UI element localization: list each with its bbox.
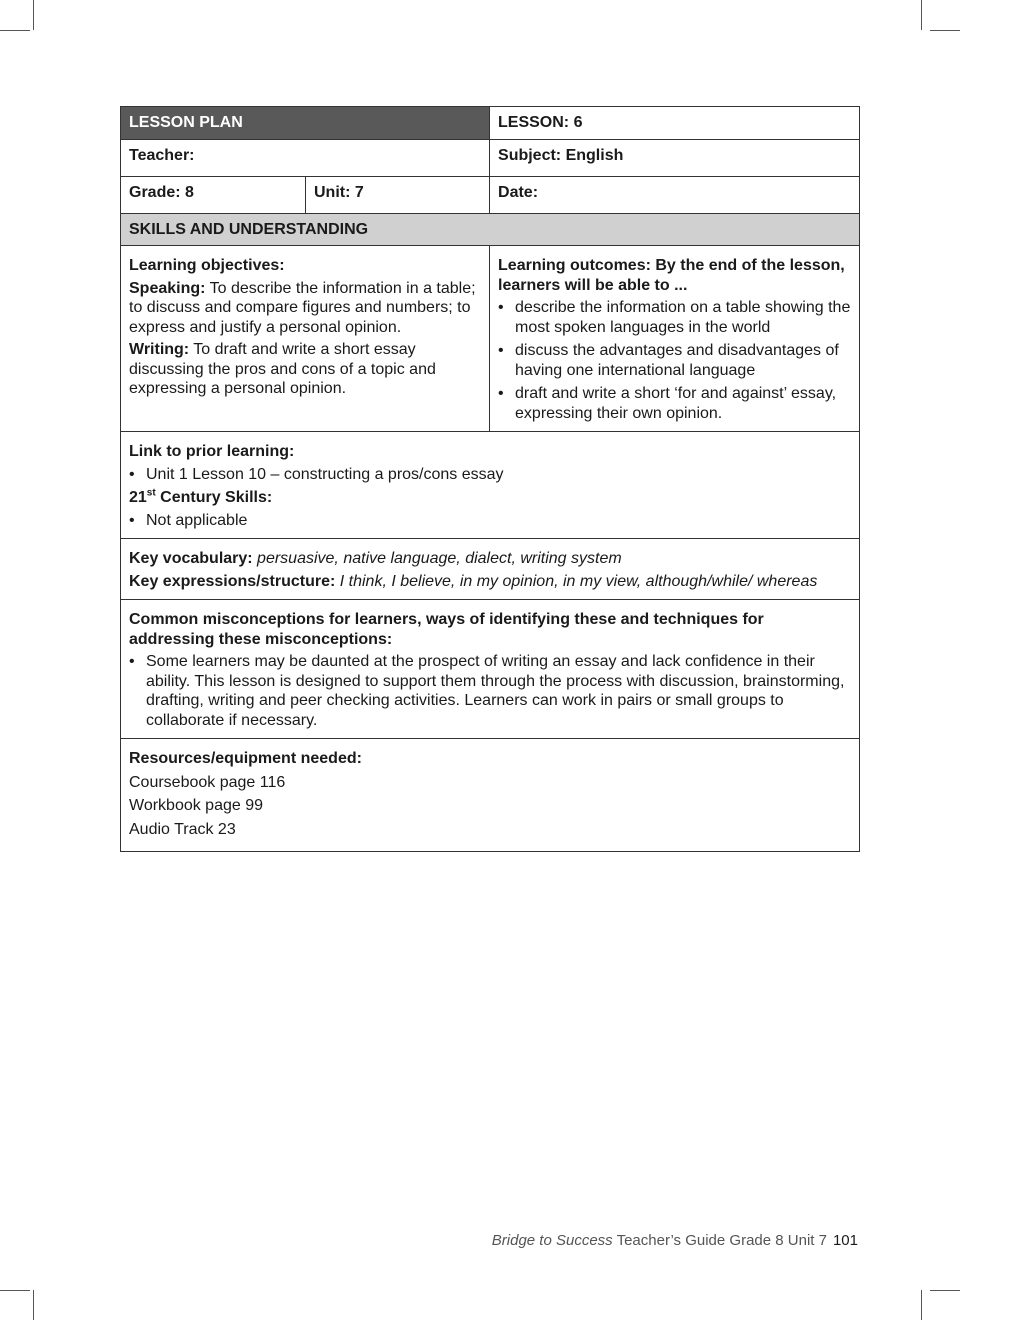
writing-text: To draft and write a short essay discussing the pros and cons of a topic and expressing a personal opinion.	[129, 341, 436, 397]
crop-mark	[930, 1290, 960, 1291]
speaking-label: Speaking:	[129, 279, 206, 297]
misconceptions-list	[129, 652, 851, 730]
key-vocabulary	[129, 549, 851, 569]
page-footer	[492, 1232, 858, 1249]
resource-item: Audio Track 23	[129, 820, 236, 838]
outcomes-heading: Learning outcomes: By the end of the lesson, learners will be able to ...	[498, 257, 845, 294]
key-expressions	[129, 572, 851, 592]
expressions-text: I think, I believe, in my opinion, in my view, although/while/ whereas	[335, 572, 818, 590]
objectives-heading: Learning objectives:	[129, 257, 285, 274]
crop-mark	[930, 30, 960, 31]
footer-book-title: Bridge to Success	[491, 1232, 613, 1249]
page-number: 101	[832, 1232, 858, 1249]
prior-learning-list	[129, 465, 851, 485]
outcomes-list	[498, 298, 851, 423]
resources-cell	[121, 739, 860, 852]
teacher-field: Teacher:	[121, 139, 490, 176]
list-item: • Some learners may be daunted at the prospect of writing an essay and lack confidence in their ability. This lesson is designed to support them through the process with discussion, brainstorming, drafting, writing and peer checking activities. Learners can work in pairs or small groups to collaborate if necessary.	[129, 652, 851, 730]
date-field: Date:	[490, 176, 860, 213]
unit-field: Unit: 7	[306, 176, 490, 213]
crop-mark	[33, 0, 34, 30]
crop-mark	[0, 1290, 30, 1291]
grade-field: Grade: 8	[121, 176, 306, 213]
century-skills-heading	[129, 488, 851, 508]
misconceptions-heading: Common misconceptions for learners, ways of identifying these and techniques for addressing these misconceptions:	[129, 611, 764, 648]
vocabulary-text: persuasive, native language, dialect, writing system	[252, 550, 622, 567]
crop-mark	[33, 1290, 34, 1320]
expressions-label: Key expressions/structure:	[129, 572, 336, 590]
vocabulary-cell	[121, 539, 860, 600]
footer-guide-text: Teacher’s Guide Grade 8 Unit 7	[612, 1232, 827, 1249]
crop-mark	[0, 30, 30, 31]
speaking-text: To describe the information in a table; to discuss and compare figures and numbers; to express and justify a personal opinion.	[129, 279, 476, 336]
resource-item: Workbook page 99	[129, 797, 264, 814]
list-item: • draft and write a short ‘for and against’ essay, expressing their own opinion.	[498, 384, 851, 423]
century-superscript: st	[146, 487, 156, 499]
list-item: • Not applicable	[129, 511, 851, 531]
century-number: 21	[129, 489, 147, 506]
misconceptions-cell	[121, 600, 860, 739]
writing-objective	[129, 340, 481, 399]
lesson-number: LESSON: 6	[490, 107, 860, 140]
crop-mark	[921, 1290, 922, 1320]
lesson-plan-table	[120, 106, 860, 852]
century-label: Century Skills:	[155, 489, 273, 506]
writing-label: Writing:	[129, 341, 190, 358]
crop-mark	[921, 0, 922, 30]
learning-objectives-cell	[121, 246, 490, 432]
list-item: • describe the information on a table showing the most spoken languages in the world	[498, 298, 851, 337]
vocabulary-label: Key vocabulary:	[129, 550, 253, 567]
subject-field: Subject: English	[490, 139, 860, 176]
section-header-skills: SKILLS AND UNDERSTANDING	[121, 213, 860, 246]
list-item: • discuss the advantages and disadvantages of having one international language	[498, 341, 851, 380]
prior-learning-heading: Link to prior learning:	[129, 443, 295, 460]
speaking-objective	[129, 279, 481, 338]
list-item: • Unit 1 Lesson 10 – constructing a pros/cons essay	[129, 465, 851, 485]
learning-outcomes-cell	[490, 246, 860, 432]
resource-item: Coursebook page 116	[129, 773, 286, 791]
prior-learning-cell	[121, 432, 860, 539]
lesson-plan-title: LESSON PLAN	[121, 107, 490, 140]
resources-heading: Resources/equipment needed:	[129, 750, 362, 767]
century-skills-list	[129, 511, 851, 531]
